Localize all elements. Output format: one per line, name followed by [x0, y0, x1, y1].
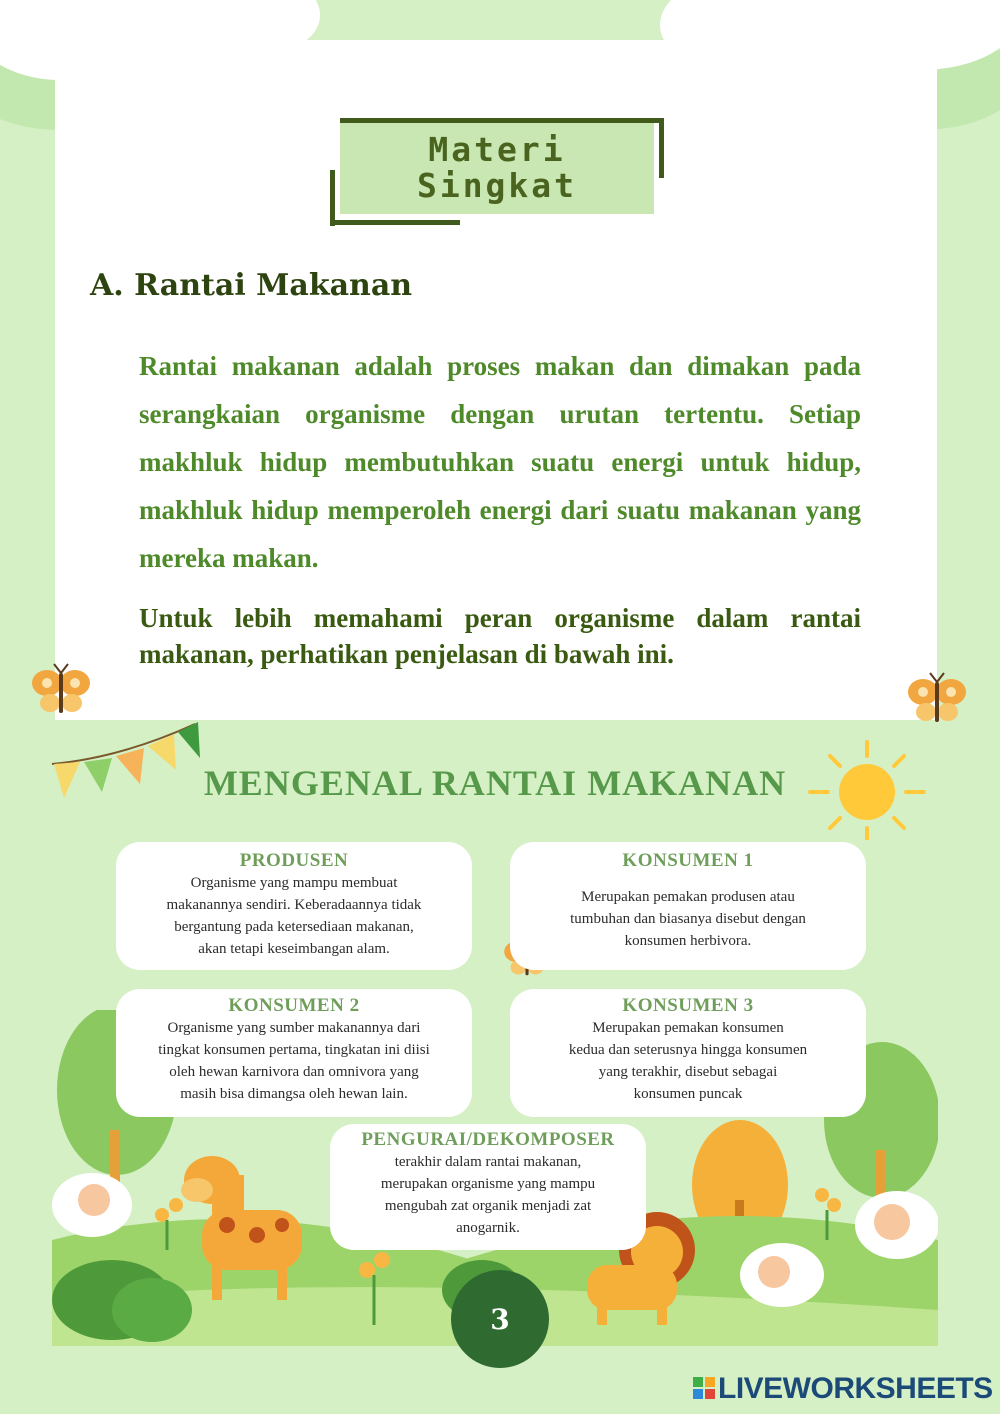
card-line: konsumen herbivora. [624, 933, 752, 949]
card-title: PRODUSEN [239, 850, 349, 871]
card-produsen [116, 842, 472, 970]
card-line: tingkat konsumen pertama, tingkatan ini diisi [158, 1042, 430, 1058]
card-pengurai [330, 1124, 646, 1250]
liveworksheets-logo-icon [693, 1377, 715, 1399]
card-line: bergantung pada ketersediaan makanan, [174, 919, 414, 935]
card-line: konsumen puncak [633, 1086, 743, 1102]
card-line: merupakan organisme yang mampu [380, 1176, 596, 1192]
card-line: Merupakan pemakan produsen atau [581, 889, 795, 905]
section-heading: A. Rantai Makanan [90, 268, 413, 303]
badge-frame [330, 220, 460, 225]
intro-paragraph: Rantai makanan adalah proses makan dan dimakan pada serangkaian organisme dengan urutan tertentu. Setiap makhluk hidup membutuhkan suatu energi untuk hidup, makhluk hidup memperoleh energi dari suatu makanan yang mereka makan. [139, 351, 861, 573]
card-title: KONSUMEN 3 [622, 995, 754, 1016]
butterfly-icon [30, 663, 92, 719]
card-line: Merupakan pemakan konsumen [592, 1020, 784, 1036]
page-number: 3 [451, 1270, 549, 1368]
card-line: tumbuhan dan biasanya disebut dengan [570, 911, 806, 927]
card-line: kedua dan seterusnya hingga konsumen [568, 1042, 808, 1058]
card-line: terakhir dalam rantai makanan, [394, 1154, 582, 1170]
badge-title-line1: Materi [428, 130, 566, 169]
instruction-paragraph: Untuk lebih memahami peran organisme dalam rantai makanan, perhatikan penjelasan di bawah ini. [139, 603, 861, 669]
card-line: Organisme yang mampu membuat [190, 875, 398, 891]
card-title: PENGURAI/DEKOMPOSER [361, 1129, 615, 1150]
card-line: yang terakhir, disebut sebagai [598, 1064, 778, 1080]
badge-title [340, 132, 654, 204]
card-line: masih bisa dimangsa oleh hewan lain. [180, 1086, 408, 1102]
liveworksheets-brand[interactable]: LIVEWORKSHEETS [718, 1372, 993, 1405]
badge-title-line2: Singkat [416, 166, 578, 205]
card-konsumen-1 [510, 842, 866, 970]
infographic-title: MENGENAL RANTAI MAKANAN [203, 763, 787, 803]
butterfly-icon [906, 672, 968, 728]
card-line: akan tetapi keseimbangan alam. [198, 941, 390, 957]
badge-frame [330, 170, 335, 226]
card-title: KONSUMEN 1 [622, 850, 754, 871]
sun-icon [808, 740, 926, 840]
card-line: oleh hewan karnivora dan omnivora yang [169, 1064, 419, 1080]
card-line: makanannya sendiri. Keberadaannya tidak [166, 897, 422, 913]
badge-frame [340, 118, 664, 123]
card-line: mengubah zat organik menjadi zat [384, 1198, 592, 1214]
card-title: KONSUMEN 2 [228, 995, 360, 1016]
card-konsumen-2 [116, 989, 472, 1117]
bunting-flags-icon [50, 718, 200, 802]
card-line: Organisme yang sumber makanannya dari [167, 1020, 421, 1036]
card-line: anogarnik. [456, 1220, 520, 1236]
card-konsumen-3 [510, 989, 866, 1117]
badge-frame [659, 118, 664, 178]
